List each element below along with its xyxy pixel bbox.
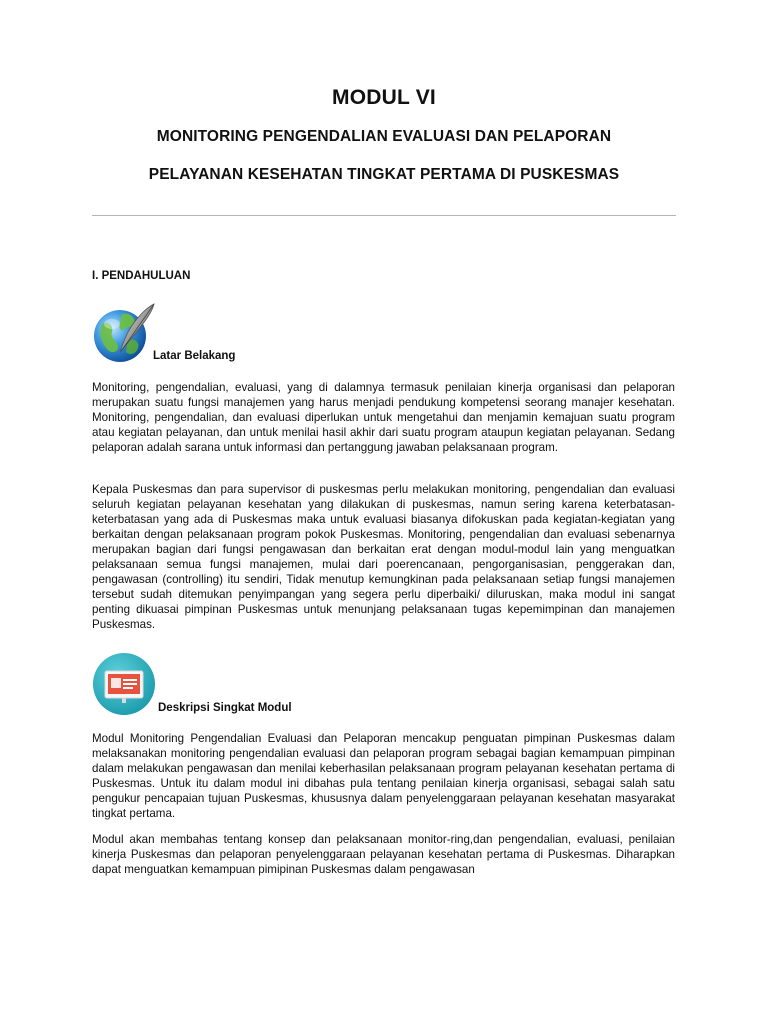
subtitle-line-2: PELAYANAN KESEHATAN TINGKAT PERTAMA DI PUSKESMAS <box>148 166 620 183</box>
deskripsi-heading: Deskripsi Singkat Modul <box>158 702 292 714</box>
globe-quill-icon <box>92 302 158 364</box>
latar-belakang-paragraph-2: Kepala Puskesmas dan para supervisor di puskesmas perlu melakukan monitoring, pengendalian dan evaluasi seluruh kegiatan pelayanan kesehatan yang dilakukan di puskesmas, namun sering karena keterbatasan-keterbatasan yang ada di Puskesmas maka untuk evaluasi biasanya difokuskan pada kegiatan-kegiatan yang berkaitan dengan pelaksanaan program pokok Puskesmas. Monitoring, pengendalian dan evaluasi sebenarnya merupakan bagian dari fungsi pengawasan dan berkaitan erat dengan modul-modul lain yang menguatkan pelaksanaan semua fungsi manajemen, mulai dari poerencanaan, pengorganisasian, penggerakan dan, pengawasan (controlling) itu sendiri, Tidak menutup kemungkinan pada pelaksanaan setiap fungsi manajemen tersebut sudah ditemukan penyimpangan yang segera perlu diperbaiki/ diluruskan, maka modul ini sangat penting dikuasai pimpinan Puskesmas untuk menunjang pelaksanaan tugas kepemimpinan dan manajemen Puskesmas. <box>92 483 675 631</box>
page-title: MODUL VI <box>332 86 436 109</box>
latar-belakang-heading: Latar Belakang <box>153 350 236 362</box>
horizontal-divider <box>92 215 676 216</box>
latar-belakang-paragraph-1: Monitoring, pengendalian, evaluasi, yang di dalamnya termasuk penilaian kinerja organisasi dan pelaporan merupakan suatu fungsi manajemen yang harus menjadi pendukung kompetensi seorang manajer kesehatan. Monitoring, pengendalian, dan evaluasi diperlukan untuk mengetahui dan menjamin kemajuan suatu program atau kegiatan pelayanan, dan untuk menilai hasil akhir dari suatu program ataupun kegiatan pelayanan. Sedang pelaporan adalah sarana untuk informasi dan pertanggung jawaban pelaksanaan program. <box>92 381 675 454</box>
section-heading: I. PENDAHULUAN <box>92 270 191 282</box>
subtitle-line-1: MONITORING PENGENDALIAN EVALUASI DAN PELAPORAN <box>156 128 612 145</box>
deskripsi-paragraph-2: Modul akan membahas tentang konsep dan pelaksanaan monitor-ring,dan pengendalian, evaluasi, penilaian kinerja Puskesmas dan pelaporan penyelenggaraan pelayanan kesehatan pertama di Puskesmas. Diharapkan dapat menguatkan kemampuan pimipinan Puskesmas dalam pengawasan <box>92 833 675 876</box>
presentation-icon <box>92 652 156 716</box>
deskripsi-paragraph-1: Modul Monitoring Pengendalian Evaluasi dan Pelaporan mencakup penguatan pimpinan Puskesmas dalam melaksanakan monitoring pengendalian evaluasi dan pelaporan program sebagai bagian kemampuan pimpinan dalam melakukan pengawasan dan menilai keberhasilan pelaksanaan program pelayanan kesehatan pertama di Puskesmas. Untuk itu dalam modul ini dibahas pula tentang penilaian kinerja organisasi, sebagai salah satu pengukur pencapaian tujuan Puskesmas, khususnya dalam penyelenggaraan pelayanan kesehatan masyarakat tingkat pertama. <box>92 732 675 820</box>
